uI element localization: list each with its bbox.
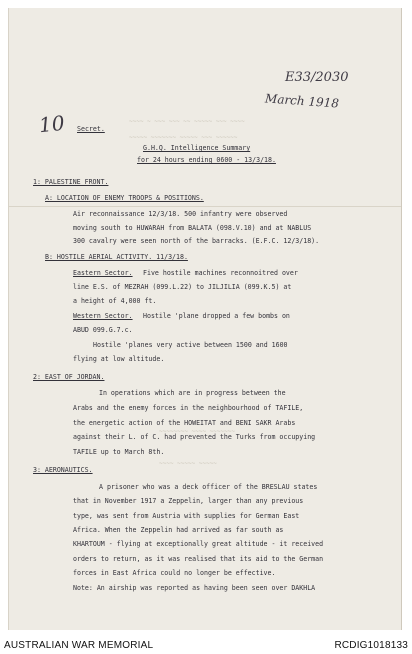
body-line: flying at low altitude. [73, 355, 165, 363]
archive-name: AUSTRALIAN WAR MEMORIAL [4, 640, 154, 651]
body-line: moving south to HUWARAH from BALATA (098.V.10) and at NABLUS [73, 224, 312, 232]
body-line: Five hostile machines reconnoitred over [143, 269, 298, 277]
page-fold-line [9, 206, 401, 207]
body-line: Arabs and the enemy forces in the neighbourhood of TAFILE, [73, 404, 304, 412]
section-heading: 1: PALESTINE FRONT. [33, 178, 109, 186]
body-line: a height of 4,000 ft. [73, 297, 157, 305]
body-line: Air reconnaissance 12/3/18. 500 infantry were observed [73, 210, 288, 218]
body-line: type, was sent from Austria with supplies for German East [73, 512, 300, 520]
document-subtitle: for 24 hours ending 0600 - 13/3/18. [137, 156, 276, 164]
subsection-heading: A: LOCATION OF ENEMY TROOPS & POSITIONS. [45, 194, 204, 202]
body-line: ABUD 099.G.7.c. [73, 326, 133, 334]
sector-label: Western Sector. [73, 312, 133, 320]
bleed-through-text: ~~~~~~~~ ~~~~ ~~~~~~~ [159, 428, 235, 435]
body-line: Note: An airship was reported as having been seen over DAKHLA [73, 584, 316, 592]
body-line: that in November 1917 a Zeppelin, larger than any previous [73, 497, 304, 505]
body-line: 300 cavalry were seen north of the barracks. (E.F.C. 12/3/18). [73, 237, 320, 245]
handwritten-ref-code: E33/2030 [285, 70, 349, 85]
bleed-through-text: ~~~~~ ~~~~~~~ ~~~~~ ~~~ ~~~~~~ [129, 134, 238, 141]
classification-label: Secret. [77, 125, 105, 133]
archive-footer [0, 636, 412, 654]
document-page [8, 8, 402, 630]
body-line: Africa. When the Zeppelin had arrived as far south as [73, 526, 284, 534]
handwritten-date: March 1918 [264, 91, 340, 111]
record-id: RCDIG1018133 [334, 640, 408, 651]
body-line: line E.S. of MEZRAH (099.L.22) to JILJILIA (099.K.5) at [73, 283, 292, 291]
body-line: Hostile 'planes very active between 1500 and 1600 [93, 341, 288, 349]
body-line: Hostile 'plane dropped a few bombs on [143, 312, 290, 320]
subsection-heading: B: HOSTILE AERIAL ACTIVITY. 11/3/18. [45, 253, 188, 261]
section-heading: 3: AERONAUTICS. [33, 466, 93, 474]
body-line: TAFILE up to March 8th. [73, 448, 165, 456]
body-line: KHARTOUM - flying at exceptionally great altitude - it received [73, 540, 324, 548]
body-line: orders to return, as it was realised that its aid to the German [73, 555, 324, 563]
bleed-through-text: ~~~~ ~~~~~ ~~~~~ [159, 460, 217, 467]
body-line: In operations which are in progress between the [99, 389, 286, 397]
handwritten-folio-number: 10 [37, 110, 66, 138]
document-title: G.H.Q. Intelligence Summary [143, 144, 251, 152]
sector-label: Eastern Sector. [73, 269, 133, 277]
body-line: A prisoner who was a deck officer of the BRESLAU states [99, 483, 318, 491]
body-line: against their L. of C. had prevented the Turks from occupying [73, 433, 316, 441]
section-heading: 2: EAST OF JORDAN. [33, 373, 105, 381]
body-line: forces in East Africa could no longer be effective. [73, 569, 276, 577]
bleed-through-text: ~~~~ ~ ~~~ ~~~ ~~ ~~~~~ ~~~ ~~~~ [129, 118, 245, 125]
body-line: the energetic action of the HOWEITAT and BENI SAKR Arabs [73, 419, 296, 427]
